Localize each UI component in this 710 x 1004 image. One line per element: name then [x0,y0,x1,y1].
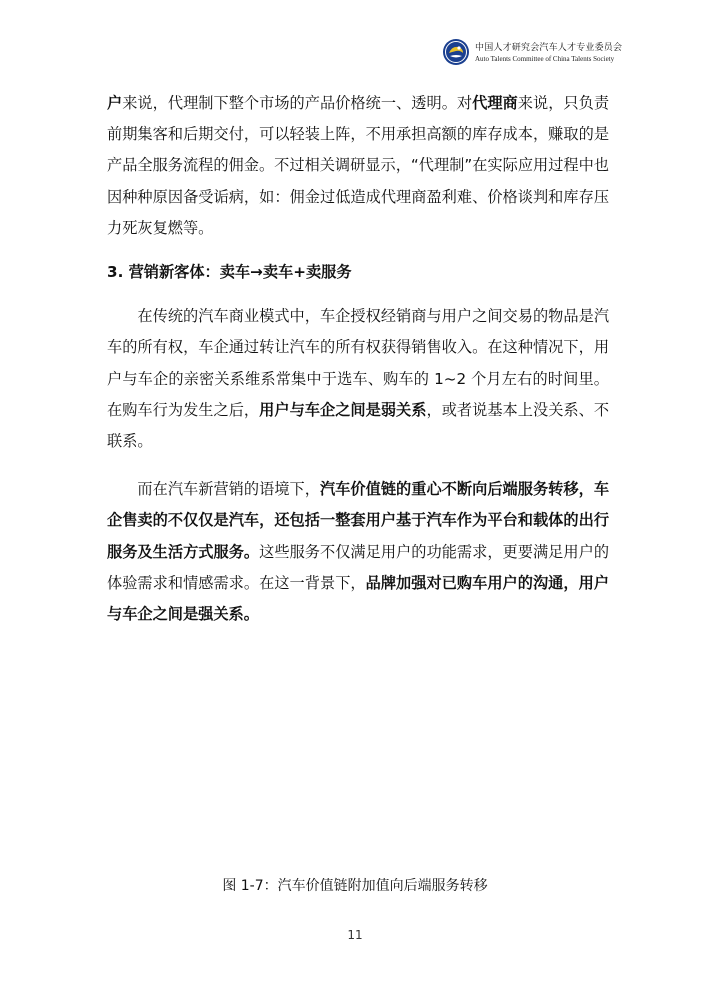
bold-text: 用户与车企之间是弱关系 [259,400,427,419]
page-header [442,36,702,72]
body-text: 这些服务不仅满足用户的功能需求，更要满足用户的体验需求和情感需求。在这一背景下， [107,542,610,592]
organization-name-cn: 中国人才研究会汽车人才专业委员会 [475,43,623,53]
section-heading: 3. 营销新客体：卖车→卖车+卖服务 [107,263,352,282]
paragraph-new-marketing [107,474,609,630]
bold-text: 汽车价值链的重心不断向后端服务转移，车企售卖的不仅仅是汽车，还包括一整套用户基于汽车作为平台和载体的出行服务及生活方式服务。 [107,480,610,561]
figure-caption: 图 1-7：汽车价值链附加值向后端服务转移 [222,878,488,894]
body-text: 而在汽车新营销的语境下， [137,480,320,499]
bold-text: 户 [107,94,123,112]
body-text: 在传统的汽车商业模式中，车企授权经销商与用户之间交易的物品是汽车的所有权，车企通过转让汽车的所有权获得销售收入。在这种情况下，用户与车企的亲密关系维系常集中于选车、购车的 1~2 个月左右的时间里。在购车行为发生之后， [107,307,609,419]
bold-text: 代理商 [472,94,518,112]
paragraph-agency-model [107,88,609,244]
auto-talents-committee-logo-icon [442,38,470,66]
page-number: 11 [347,928,363,942]
bold-text: 品牌加强对已购车用户的沟通，用户与车企之间是强关系。 [107,573,610,624]
body-text: 来说，代理制下整个市场的产品价格统一、透明。对 [122,94,473,112]
body-text: 来说，只负责前期集客和后期交付，可以轻装上阵，不用承担高额的库存成本，赚取的是产品全服务流程的佣金。不过相关调研显示，“代理制”在实际应用过程中也因种种原因备受诟病，如：佣金过低造成代理商盈利难、价格谈判和库存压力死灰复燃等。 [107,94,610,237]
organization-name-en: Auto Talents Committee of China Talents Society [475,55,615,63]
document-body [107,88,609,630]
paragraph-traditional-model [107,301,609,457]
body-text: ，或者说基本上没关系、不联系。 [107,400,610,451]
